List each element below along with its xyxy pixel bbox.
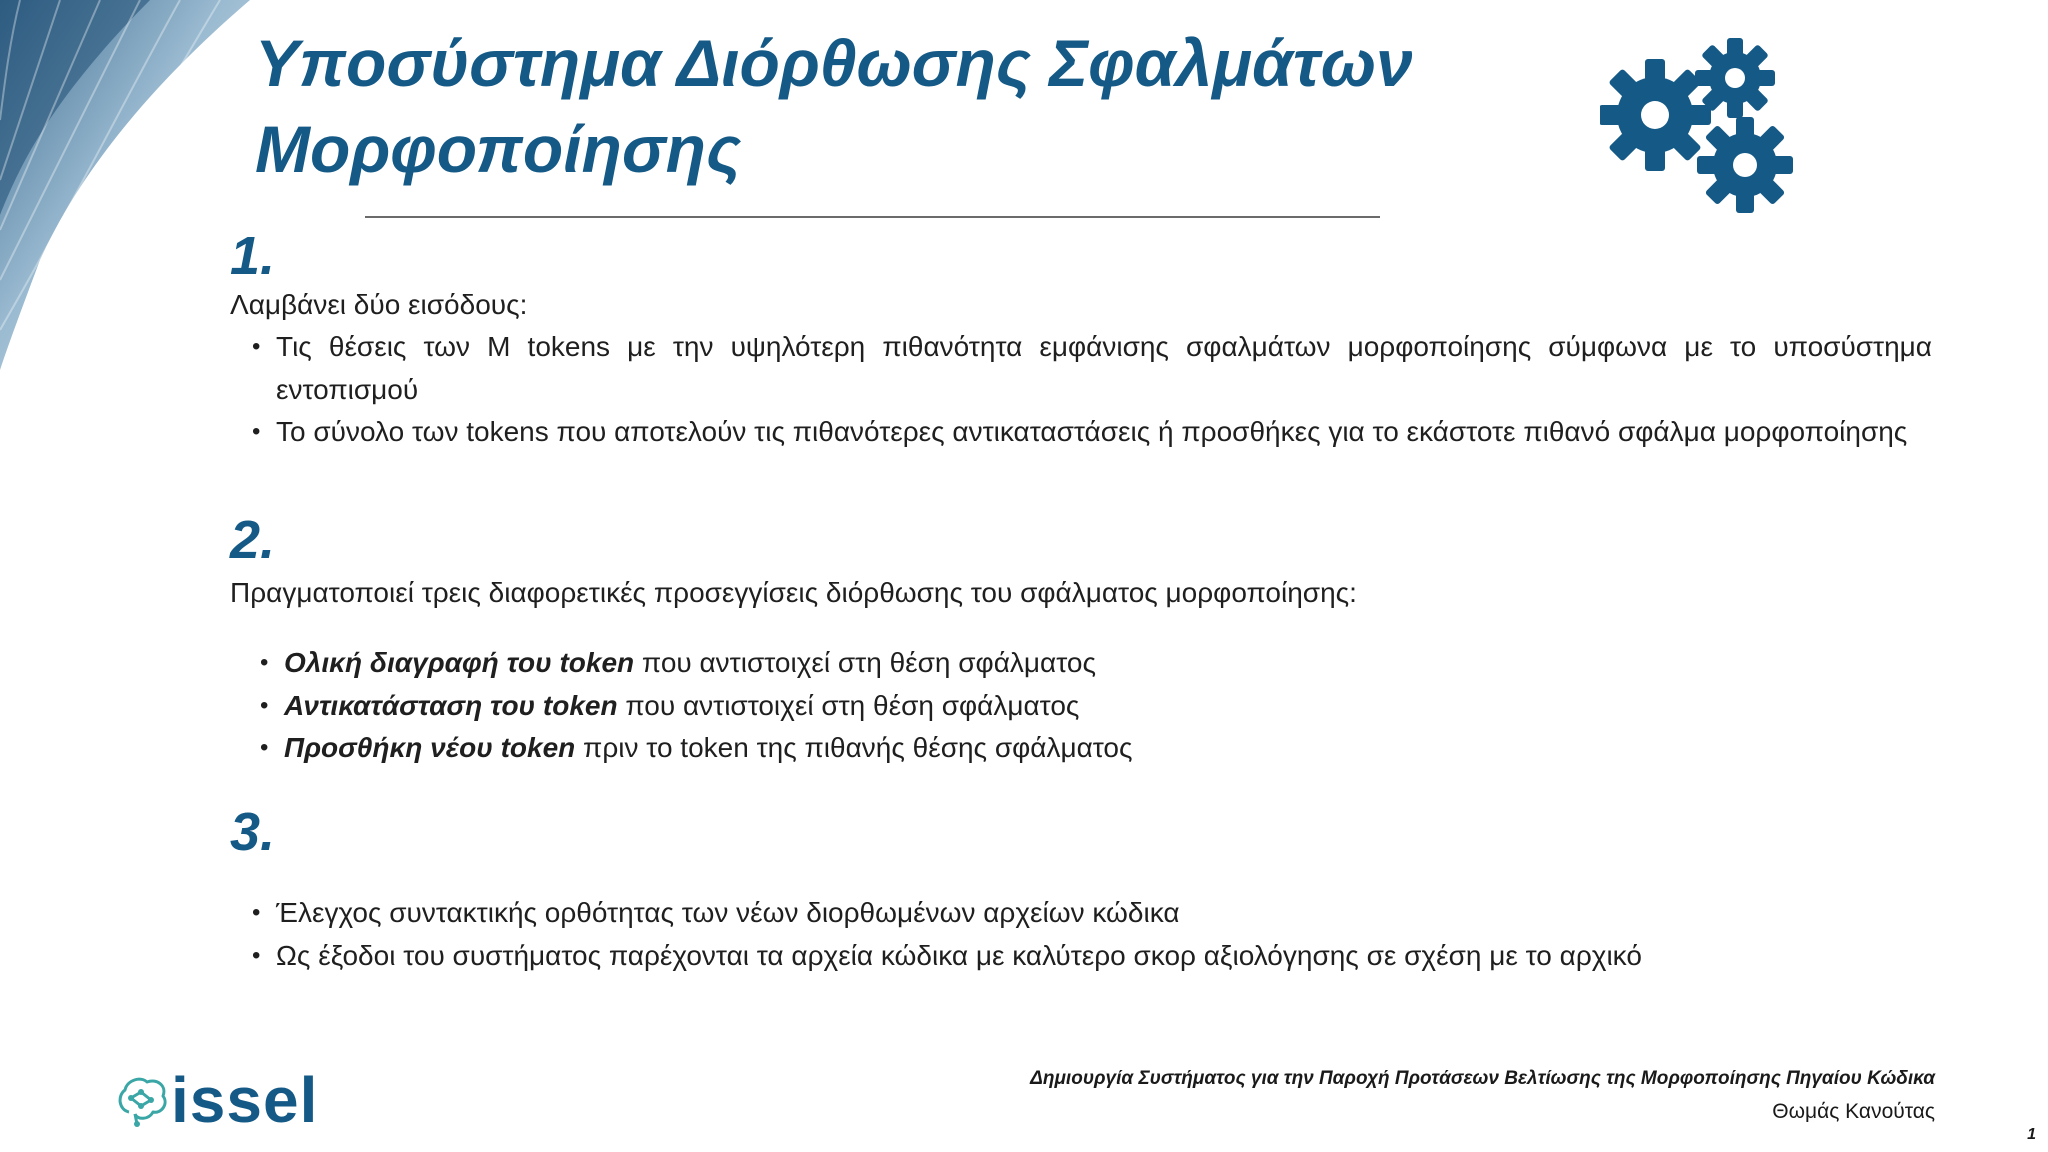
list-item: • Ως έξοδοι του συστήματος παρέχονται τα αρχεία κώδικα με καλύτερο σκορ αξιολόγησης σε σχέση με το αρχικό <box>252 935 1932 978</box>
approach-name: Ολική διαγραφή του token <box>284 647 635 678</box>
section-3-number: 3. <box>230 802 276 862</box>
slide-title-line1: Υποσύστημα Διόρθωσης Σφαλμάτων <box>255 26 1413 100</box>
section-3-bullet-list <box>252 892 1932 977</box>
logo-text: issel <box>171 1064 319 1136</box>
thesis-title: Δημιουργία Συστήματος για την Παροχή Προτάσεων Βελτίωσης της Μορφοποίησης Πηγαίου Κώδικα <box>1030 1068 1935 1089</box>
section-1-intro: Λαμβάνει δύο εισόδους: <box>230 289 528 320</box>
section-2-intro: Πραγματοποιεί τρεις διαφορετικές προσεγγίσεις διόρθωσης του σφάλματος μορφοποίησης: <box>230 577 1357 608</box>
author-name: Θωμάς Κανούτας <box>1772 1100 1935 1123</box>
approach-description: που αντιστοιχεί στη θέση σφάλματος <box>634 647 1096 678</box>
section-1-number: 1. <box>230 226 276 286</box>
issel-logo <box>115 1064 319 1136</box>
title-divider <box>365 216 1380 218</box>
approach-description: πριν το token της πιθανής θέσης σφάλματος <box>575 732 1133 763</box>
section-1-bullet-list <box>252 326 1932 454</box>
list-item: • Το σύνολο των tokens που αποτελούν τις πιθανότερες αντικαταστάσεις ή προσθήκες για το εκάστοτε πιθανό σφάλμα μορφοποίησης <box>252 411 1932 454</box>
approach-description: που αντιστοιχεί στη θέση σφάλματος <box>617 689 1080 721</box>
slide-title <box>255 20 1455 192</box>
list-item: • Τις θέσεις των M tokens με την υψηλότερη πιθανότητα εμφάνισης σφαλμάτων μορφοποίησης σύμφωνα με το υποσύστημα εντοπισμού <box>252 326 1932 411</box>
list-item: • Έλεγχος συντακτικής ορθότητας των νέων διορθωμένων αρχείων κώδικα <box>252 892 1932 935</box>
approach-name: Προσθήκη νέου token <box>284 732 576 763</box>
decorative-wave-graphic <box>0 0 270 400</box>
section-2-number: 2. <box>230 510 276 570</box>
brain-network-icon <box>115 1072 171 1128</box>
approach-name: Αντικατάσταση του token <box>284 689 618 721</box>
slide-title-line2: Μορφοποίησης <box>255 112 742 186</box>
page-number: 1 <box>2027 1126 2036 1143</box>
list-item <box>260 642 1760 685</box>
list-item <box>260 685 1760 728</box>
gears-icon <box>1600 30 1800 230</box>
section-2-bullet-list <box>260 642 1760 770</box>
list-item <box>260 727 1760 770</box>
